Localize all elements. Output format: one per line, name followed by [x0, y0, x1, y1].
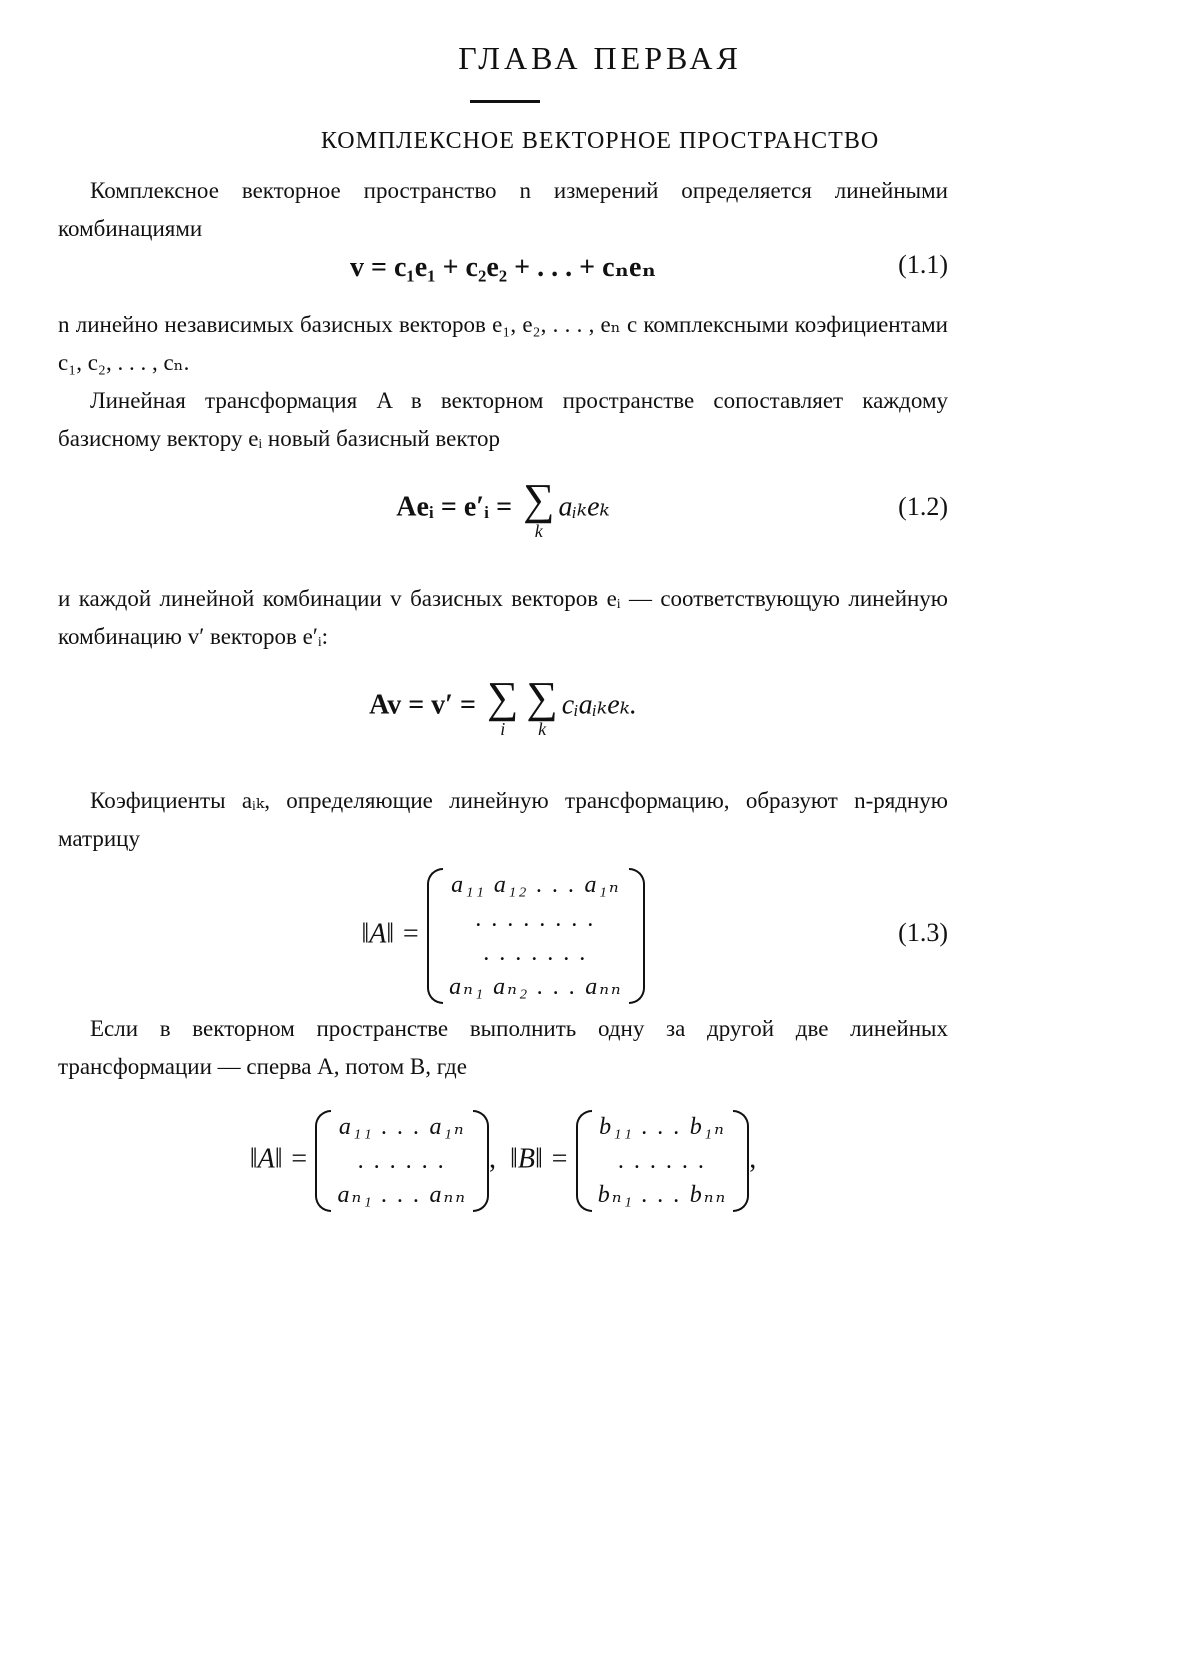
equation-1-2-right: aᵢₖeₖ — [558, 491, 610, 523]
paragraph-6: Если в векторном пространстве выполнить одну за другой две линейных трансформации — сперва A, потом B, где — [58, 1016, 948, 1079]
equation-1-1 — [58, 250, 948, 310]
matrix-b-label: ‖B‖ = — [510, 1143, 576, 1175]
matrix-row: . . . . . . . — [483, 940, 588, 966]
equation-1-2-body — [58, 475, 948, 541]
equation-1-2-number: (1.2) — [898, 492, 948, 521]
matrix-row: aₙ₁ . . . aₙₙ — [337, 1182, 467, 1208]
sum-symbol-k: ∑ k — [526, 673, 558, 739]
sum-symbol-i: ∑ i — [487, 673, 519, 739]
paragraph-3: Линейная трансформация A в векторном пространстве сопоставляет каждому базисному вектору eᵢ новый базисный вектор — [58, 388, 948, 451]
equation-1-2-left: Aeᵢ = e′ᵢ = — [396, 491, 520, 523]
equation-av-right: cᵢaᵢₖeₖ. — [561, 689, 637, 721]
matrix-row: a₁₁ . . . a₁ₙ — [338, 1114, 466, 1140]
equation-1-3-number: (1.3) — [898, 918, 948, 947]
matrix-row: b₁₁ . . . b₁ₙ — [599, 1114, 726, 1140]
sum-symbol: ∑ k — [523, 475, 555, 541]
equation-1-3-left: ‖A‖ = — [361, 918, 428, 950]
paragraph-5: Коэфициенты aᵢₖ, определяющие линейную трансформацию, образуют n-рядную матрицу — [58, 788, 948, 851]
matrix-row: a₁₁ a₁₂ . . . a₁ₙ — [451, 872, 621, 898]
section-title: КОМПЛЕКСНОЕ ВЕКТОРНОЕ ПРОСТРАНСТВО — [320, 128, 880, 154]
equation-1-3-body — [58, 868, 948, 1004]
matrix-row: aₙ₁ aₙ₂ . . . aₙₙ — [449, 974, 623, 1000]
heading-divider — [470, 100, 540, 103]
equation-1-3 — [58, 868, 948, 1018]
equation-av-body — [58, 673, 948, 739]
matrix-row: . . . . . . — [618, 1148, 707, 1174]
equation-1-1-number: (1.1) — [898, 250, 948, 279]
equation-av — [58, 673, 948, 766]
trailing-comma: , — [749, 1143, 757, 1175]
paragraph-2: n линейно независимых базисных векторов e₁, e₂, . . . , eₙ с комплексными коэфициентами c₁, c₂, . . . , cₙ. — [58, 312, 948, 375]
matrix-row: . . . . . . — [358, 1148, 447, 1174]
matrix-b — [576, 1110, 750, 1212]
matrix-row: . . . . . . . . — [475, 906, 596, 932]
equation-ab-body — [58, 1110, 948, 1212]
paragraph-4: и каждой линейной комбинации v базисных векторов eᵢ — соответствующую линейную комбинацию v′ векторов e′ᵢ: — [58, 586, 948, 649]
matrix-a-full — [427, 868, 645, 1004]
equation-1-2 — [58, 475, 948, 568]
equation-av-left: Av = v′ = — [369, 689, 484, 721]
paragraph-1: Комплексное векторное пространство n измерений определяется линейными комбинациями — [58, 178, 948, 241]
separator-comma: , — [489, 1143, 496, 1175]
matrix-a — [315, 1110, 489, 1212]
matrix-row: bₙ₁ . . . bₙₙ — [597, 1182, 728, 1208]
equation-1-1-body: v = c₁e₁ + c₂e₂ + . . . + cₙeₙ — [349, 252, 657, 283]
matrix-a-label: ‖A‖ = — [249, 1143, 316, 1175]
equation-ab-matrices — [58, 1110, 948, 1220]
chapter-heading: ГЛАВА ПЕРВАЯ — [458, 40, 742, 76]
